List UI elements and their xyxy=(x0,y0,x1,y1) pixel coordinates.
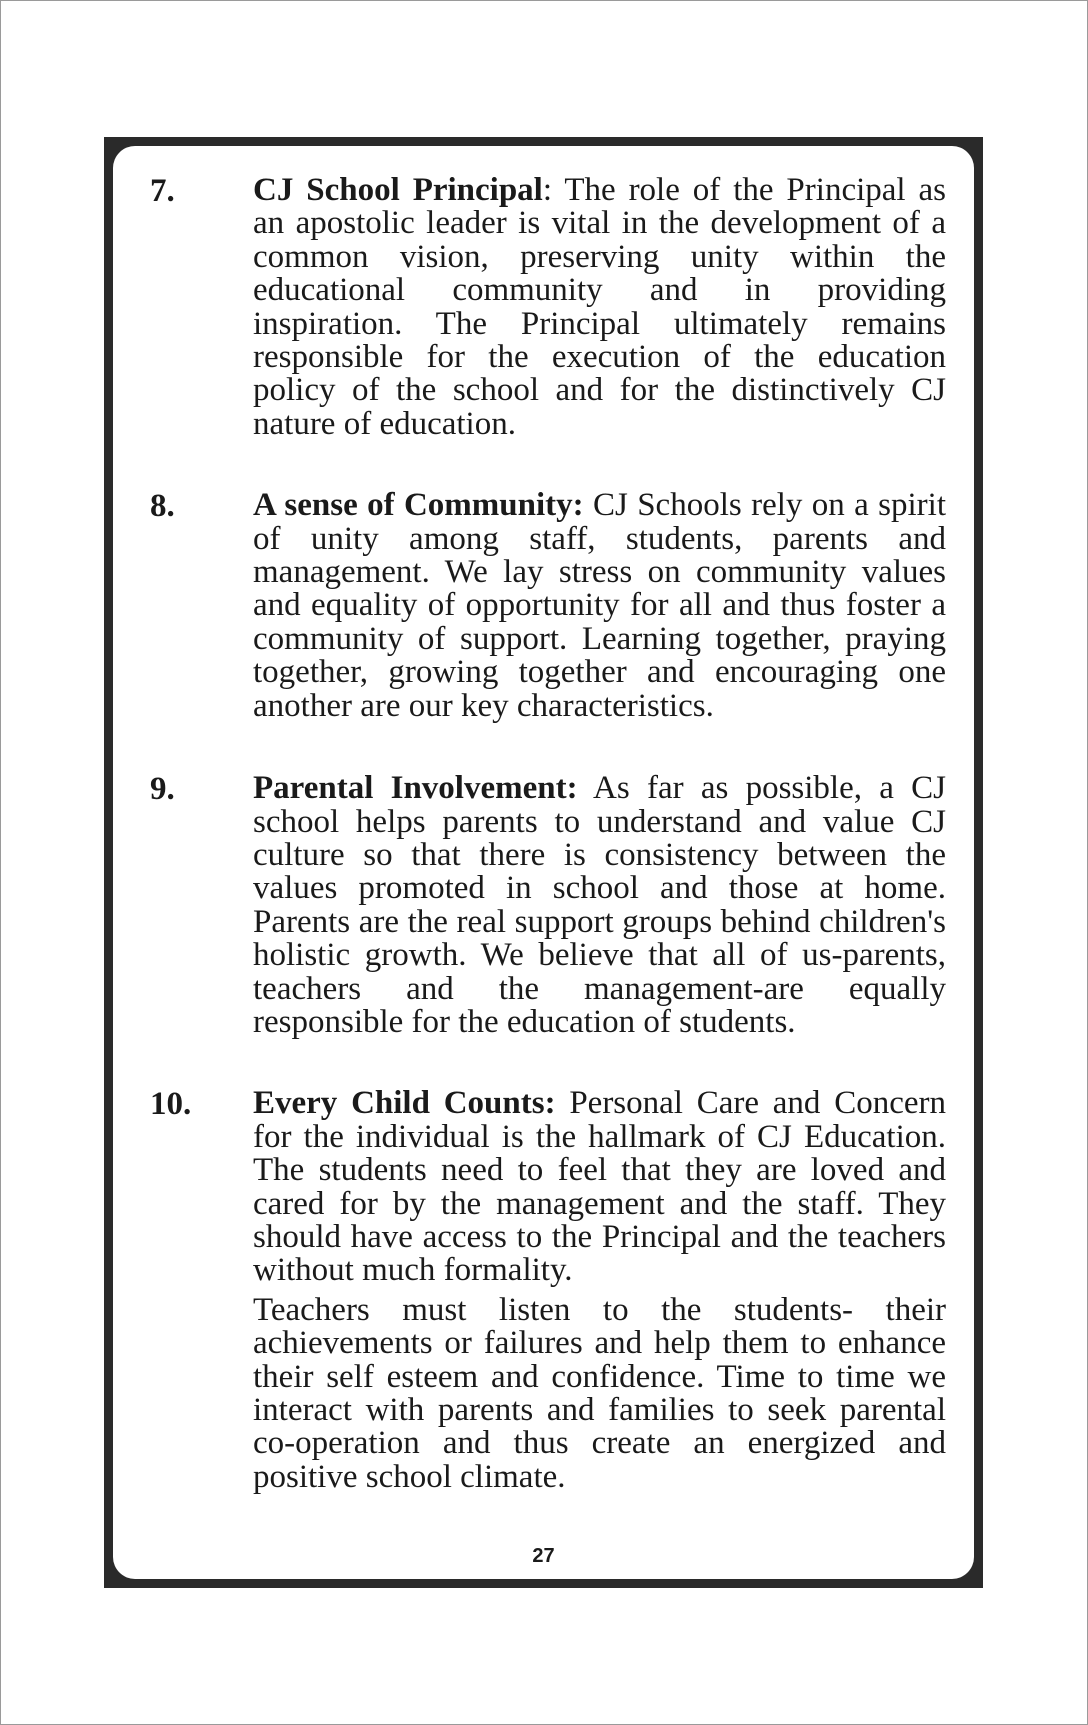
item-paragraph xyxy=(253,772,946,1039)
item-paragraph xyxy=(253,174,946,441)
list-item-7 xyxy=(150,174,946,441)
item-paragraph xyxy=(253,489,946,723)
item-text: CJ Schools rely on a spirit of unity among staff, students, parents and management. We lay stress on community values and equality of opportunity for all and thus foster a community of support. Learning together, praying together, growing together and encouraging one another are our key characteristics. xyxy=(253,487,946,724)
item-number: 7. xyxy=(150,173,175,209)
item-text: As far as possible, a CJ school helps parents to understand and value CJ culture so that there is consistency between the values promoted in school and those at home. Parents are the real support groups behind children's holistic growth. We believe that all of us-parents, teachers and the management-are equally responsible for the education of students. xyxy=(253,770,946,1040)
item-paragraph xyxy=(253,1087,946,1287)
list-item-10 xyxy=(150,1087,946,1494)
item-number: 9. xyxy=(150,771,175,808)
item-number: 8. xyxy=(150,488,175,525)
item-heading: Parental Involvement: xyxy=(253,770,578,807)
item-heading: A sense of Community: xyxy=(253,487,584,524)
item-heading: CJ School Principal xyxy=(253,172,543,208)
item-heading: Every Child Counts: xyxy=(253,1085,556,1122)
item-text: : The role of the Principal as an apostolic leader is vital in the development of a common vision, preserving unity within the educational community and in providing inspiration. The Principal ultimately remains responsible for the execution of the education policy of the school and for the distinctively CJ nature of education. xyxy=(253,172,946,442)
list-item-9 xyxy=(150,772,946,1039)
page-number: 27 xyxy=(532,1545,555,1567)
page-frame xyxy=(104,137,983,1588)
list-item-8 xyxy=(150,489,946,723)
content-card xyxy=(113,146,974,1579)
item-paragraph-continued: Teachers must listen to the students- their achievements or failures and help them to enhance their self esteem and confidence. Time to time we interact with parents and families to seek parental co-operation and thus create an energized and positive school climate. xyxy=(253,1291,946,1495)
item-text: Personal Care and Concern for the individual is the hallmark of CJ Education. The students need to feel that they are loved and cared for by the management and the staff. They should have access to the Principal and the teachers without much formality. xyxy=(253,1085,946,1289)
content xyxy=(150,174,946,1494)
item-number: 10. xyxy=(150,1086,192,1123)
